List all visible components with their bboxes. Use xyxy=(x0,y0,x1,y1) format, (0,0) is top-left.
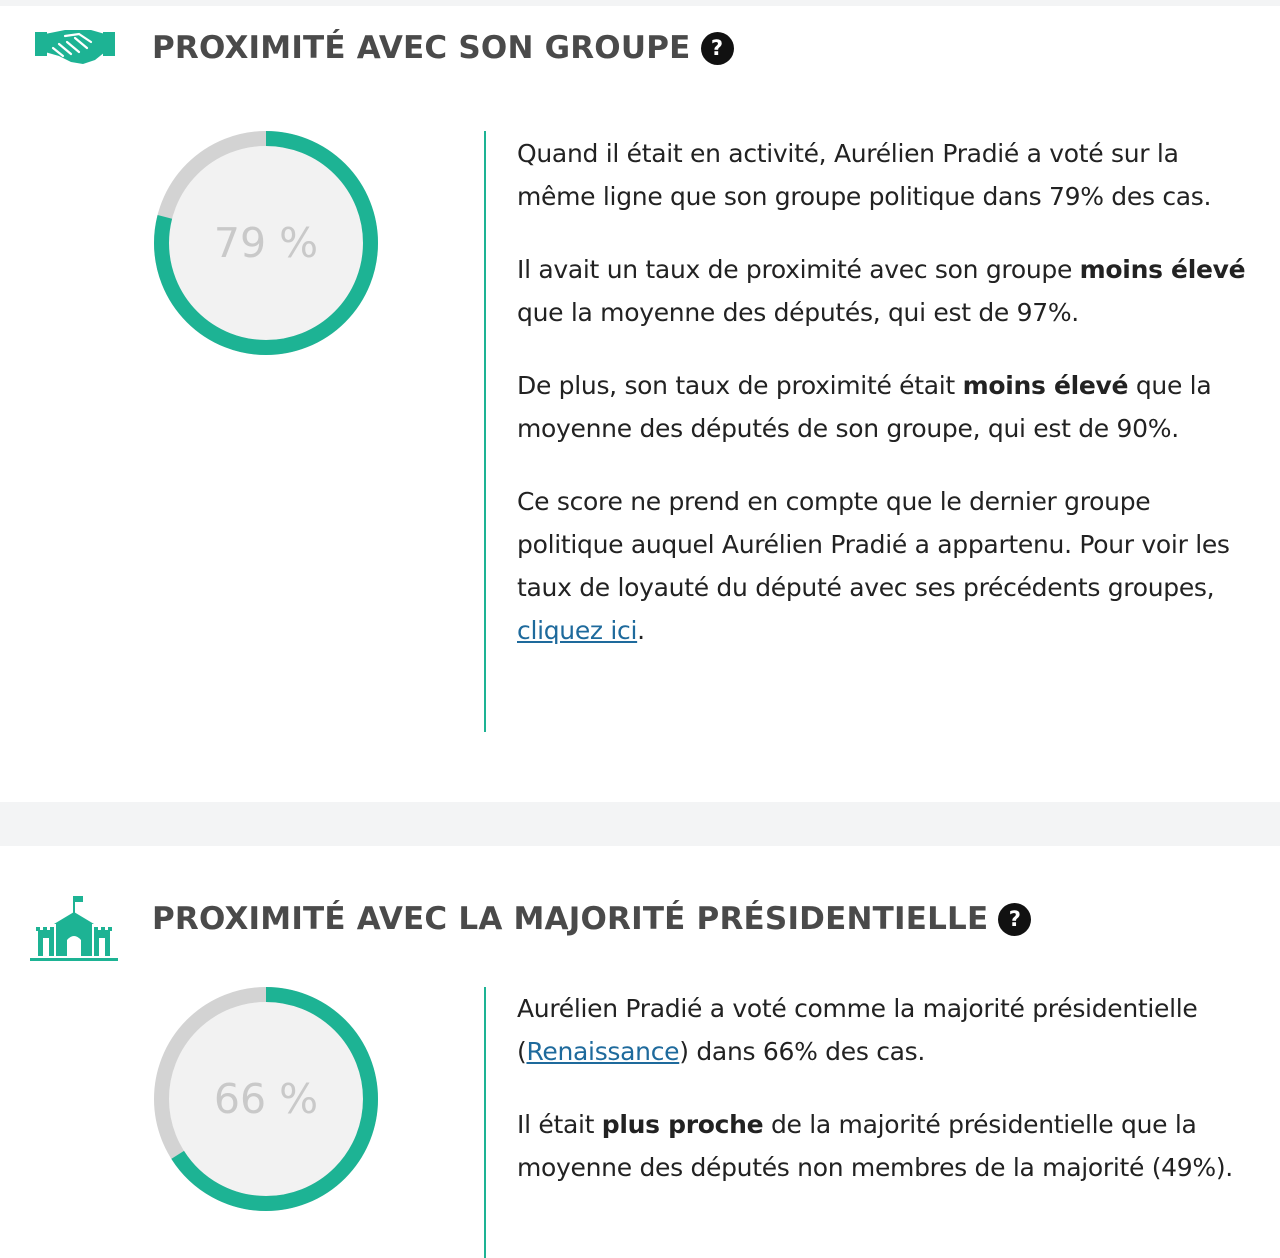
palace-icon xyxy=(30,894,120,964)
handshake-icon xyxy=(35,24,115,66)
paragraph-group-members-average: De plus, son taux de proximité était moins élevé que la moyenne des députés de son groupe, qui est de 90%. xyxy=(517,371,1212,443)
click-here-link[interactable]: cliquez ici xyxy=(517,616,638,645)
donut-label-group: 79 % xyxy=(213,219,319,267)
paragraph-majority-vote-rate: Aurélien Pradié a voté comme la majorité présidentielle (Renaissance) dans 66% des cas. xyxy=(517,994,1198,1066)
donut-chart-group xyxy=(154,131,378,355)
emphasis-lower: moins élevé xyxy=(962,371,1129,400)
help-icon[interactable]: ? xyxy=(998,903,1031,936)
renaissance-link[interactable]: Renaissance xyxy=(526,1037,680,1066)
section-divider xyxy=(0,802,1280,846)
section-title-majority-text: PROXIMITÉ AVEC LA MAJORITÉ PRÉSIDENTIELLE xyxy=(152,901,989,937)
paragraph-majority-comparison: Il était plus proche de la majorité présidentielle que la moyenne des députés non membres de la majorité (49%). xyxy=(517,1110,1233,1182)
section-title-group-text: PROXIMITÉ AVEC SON GROUPE xyxy=(152,30,691,66)
help-icon[interactable]: ? xyxy=(701,32,734,65)
section-title-group xyxy=(152,30,734,66)
text-column-majority xyxy=(517,987,1257,1219)
paragraph-group-vote-rate: Quand il était en activité, Aurélien Pradié a voté sur la même ligne que son groupe politique dans 79% des cas. xyxy=(517,139,1212,211)
vertical-rule xyxy=(484,131,486,732)
vertical-rule xyxy=(484,987,486,1258)
paragraph-group-average: Il avait un taux de proximité avec son groupe moins élevé que la moyenne des députés, qui est de 97%. xyxy=(517,255,1246,327)
top-strip xyxy=(0,0,1280,6)
donut-chart-majority xyxy=(154,987,378,1211)
donut-label-majority: 66 % xyxy=(213,1075,319,1123)
paragraph-score-note: Ce score ne prend en compte que le dernier groupe politique auquel Aurélien Pradié a appartenu. Pour voir les taux de loyauté du député avec ses précédents groupes, cliquez ici. xyxy=(517,487,1230,645)
text-column-group xyxy=(517,132,1257,682)
section-title-majority xyxy=(152,901,1031,937)
emphasis-lower: moins élevé xyxy=(1079,255,1246,284)
emphasis-closer: plus proche xyxy=(601,1110,764,1139)
